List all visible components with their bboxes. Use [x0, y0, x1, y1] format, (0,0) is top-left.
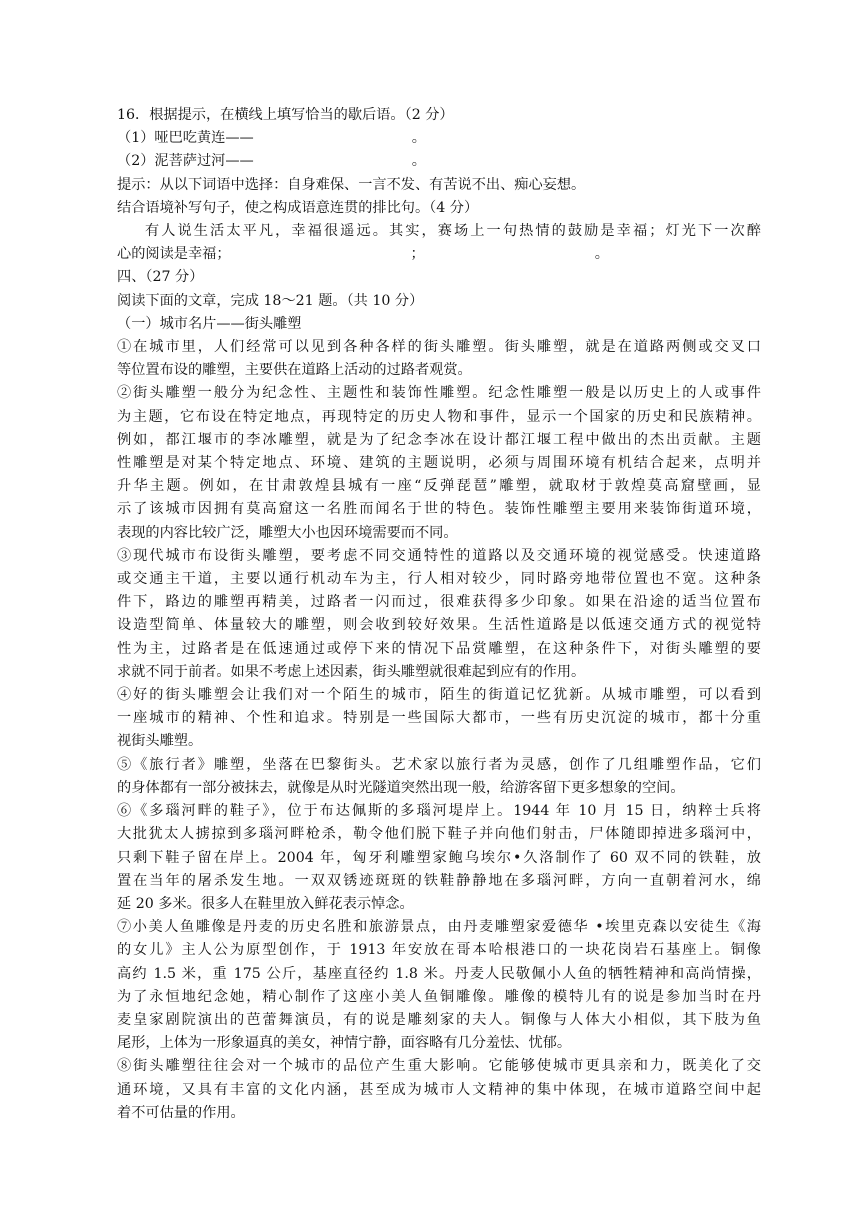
paragraph-line: ⑤《旅行者》雕塑，坐落在巴黎街头。艺术家以旅行者为灵感，创作了几组雕塑作品，它们 — [117, 756, 761, 773]
passage-paragraph — [117, 1055, 761, 1125]
q16-item-2-text: （2）泥菩萨过河—— — [117, 153, 254, 170]
q17-context-end: 心的阅读是幸福； — [117, 246, 231, 263]
paragraph-line: 高约 1.5 米，重 175 公斤，基座直径约 1.8 米。丹麦人民敬佩小人鱼的牺牲精神和高尚情操， — [117, 965, 761, 982]
paragraph-line: 求就不同于前者。如果不考虑上述因素，街头雕塑就很难起到应有的作用。 — [117, 663, 586, 680]
paragraph-line: 视街头雕塑。 — [117, 733, 203, 750]
q16-item-2 — [117, 150, 761, 173]
period: 。 — [411, 153, 426, 170]
paragraph-line: 性为主，过路者是在低速通过或停下来的情况下品赏雕塑，在这种条件下，对街头雕塑的要 — [117, 640, 761, 657]
paragraph-line: 件下，路边的雕塑再精美，过路者一闪而过，很难获得多少印象。如果在沿途的适当位置布 — [117, 594, 761, 611]
paragraph-line: 大批犹太人掳掠到多瑙河畔枪杀，勒令他们脱下鞋子并向他们射击，尸体随即掉进多瑙河中， — [117, 826, 761, 843]
q17-context-line: 有人说生活太平凡，幸福很遥远。其实，赛场上一句热情的鼓励是幸福；灯光下一次醉 — [145, 223, 761, 240]
paragraph-line: 为主题，它布设在特定地点，再现特定的历史人物和事件，显示一个国家的历史和民族精神。 — [117, 408, 761, 425]
reading-instruction: 阅读下面的文章，完成 18～21 题。（共 10 分） — [117, 292, 424, 309]
paragraph-line: 一座城市的精神、个性和追求。特别是一些国际大都市，一些有历史沉淀的城市，都十分重 — [117, 710, 761, 727]
q17-answer-line — [117, 243, 761, 266]
q16-hint: 提示：从以下词语中选择：自身难保、一言不发、有苦说不出、痴心妄想。 — [117, 176, 586, 193]
period: 。 — [594, 246, 609, 263]
paragraph-line: ②街头雕塑一般分为纪念性、主题性和装饰性雕塑。纪念性雕塑一般是以历史上的人或事件 — [117, 385, 761, 402]
paragraph-line: ④好的街头雕塑会让我们对一个陌生的城市，陌生的街道记忆犹新。从城市雕塑，可以看到 — [117, 687, 761, 704]
passage-paragraph — [117, 336, 761, 382]
passage-paragraph — [117, 800, 761, 916]
paragraph-line: 置在当年的屠杀发生地。一双双锈迹斑斑的铁鞋静静地在多瑙河畔，方向一直朝着河水，绵 — [117, 872, 761, 889]
passage-paragraph — [117, 754, 761, 800]
section-heading: 四、（27 分） — [117, 269, 204, 286]
paragraph-line: ③现代城市布设街头雕塑，要考虑不同交通特性的道路以及交通环境的视觉感受。快速道路 — [117, 547, 761, 564]
period: 。 — [411, 130, 426, 147]
paragraph-line: 性雕塑是对某个特定地点、环境、建筑的主题说明，必须与周围环境有机结合起来，点明并 — [117, 455, 761, 472]
passage-paragraph — [117, 684, 761, 754]
passage-paragraph — [117, 545, 761, 684]
paragraph-line: 只剩下鞋子留在岸上。2004 年，匈牙利雕塑家鲍乌埃尔•久洛制作了 60 双不同的铁鞋，放 — [117, 849, 761, 866]
passage-paragraph — [117, 382, 761, 544]
paragraph-line: 升华主题。例如，在甘肃敦煌县城有一座“反弹琵琶”雕塑，就取材于敦煌莫高窟壁画，显 — [117, 478, 761, 495]
paragraph-line: ⑦小美人鱼雕像是丹麦的历史名胜和旅游景点，由丹麦雕塑家爱德华 •埃里克森以安徒生《海 — [117, 919, 761, 936]
paragraph-line: 例如，都江堰市的李冰雕塑，就是为了纪念李冰在设计都江堰工程中做出的杰出贡献。主题 — [117, 431, 761, 448]
paragraph-line: ①在城市里，人们经常可以见到各种各样的街头雕塑。街头雕塑，就是在道路两侧或交叉口 — [117, 339, 761, 356]
paragraph-line: 的身体都有一部分被抹去，就像是从时光隧道突然出现一般，给游客留下更多想象的空间。 — [117, 779, 685, 796]
q16-title: 16．根据提示，在横线上填写恰当的歇后语。（2 分） — [117, 107, 454, 123]
paragraph-line: 着不可估量的作用。 — [117, 1104, 245, 1121]
paragraph-line: 的女儿》主人公为原型创作，于 1913 年安放在哥本哈根港口的一块花岗岩石基座上。铜像 — [117, 942, 761, 959]
passage-title: （一）城市名片——街头雕塑 — [117, 315, 302, 332]
paragraph-line: 尾形，上体为一形象逼真的美女，神情宁静，面容略有几分羞怯、忧郁。 — [117, 1035, 572, 1052]
q17-title: 结合语境补写句子，使之构成语意连贯的排比句。（4 分） — [117, 199, 479, 216]
q16-item-1-text: （1）哑巴吃黄连—— — [117, 130, 254, 147]
passage-body — [117, 336, 761, 1125]
paragraph-line: 或交通主干道，主要以通行机动车为主，行人相对较少，同时路旁地带位置也不宽。这种条 — [117, 571, 761, 588]
exam-page — [117, 104, 761, 1125]
paragraph-line: 设造型简单、体量较大的雕塑，则会收到较好效果。生活性道路是以低速交通方式的视觉特 — [117, 617, 761, 634]
paragraph-line: 延 20 多米。很多人在鞋里放入鲜花表示悼念。 — [117, 895, 414, 912]
paragraph-line: 等位置布设的雕塑，主要供在道路上活动的过路者观赏。 — [117, 362, 472, 379]
paragraph-line: 麦皇家剧院演出的芭蕾舞演员，有的说是雕刻家的夫人。铜像与人体大小相似，其下肢为鱼 — [117, 1011, 761, 1028]
passage-paragraph — [117, 916, 761, 1055]
paragraph-line: ⑧街头雕塑往往会对一个城市的品位产生重大影响。它能够使城市更具亲和力，既美化了交 — [117, 1058, 761, 1075]
paragraph-line: 为了永恒地纪念她，精心制作了这座小美人鱼铜雕像。雕像的模特儿有的说是参加当时在丹 — [117, 988, 761, 1005]
semicolon: ； — [410, 246, 425, 263]
paragraph-line: 表现的内容比较广泛，雕塑大小也因环境需要而不同。 — [117, 524, 458, 541]
paragraph-line: 通环境，又具有丰富的文化内涵，甚至成为城市人文精神的集中体现，在城市道路空间中起 — [117, 1081, 761, 1098]
paragraph-line: 示了该城市因拥有莫高窟这一名胜而闻名于世的特色。装饰性雕塑主要用来装饰街道环境， — [117, 501, 761, 518]
q16-item-1 — [117, 127, 761, 150]
paragraph-line: ⑥《多瑙河畔的鞋子》，位于布达佩斯的多瑙河堤岸上。1944 年 10 月 15 日，纳粹士兵将 — [117, 803, 761, 820]
